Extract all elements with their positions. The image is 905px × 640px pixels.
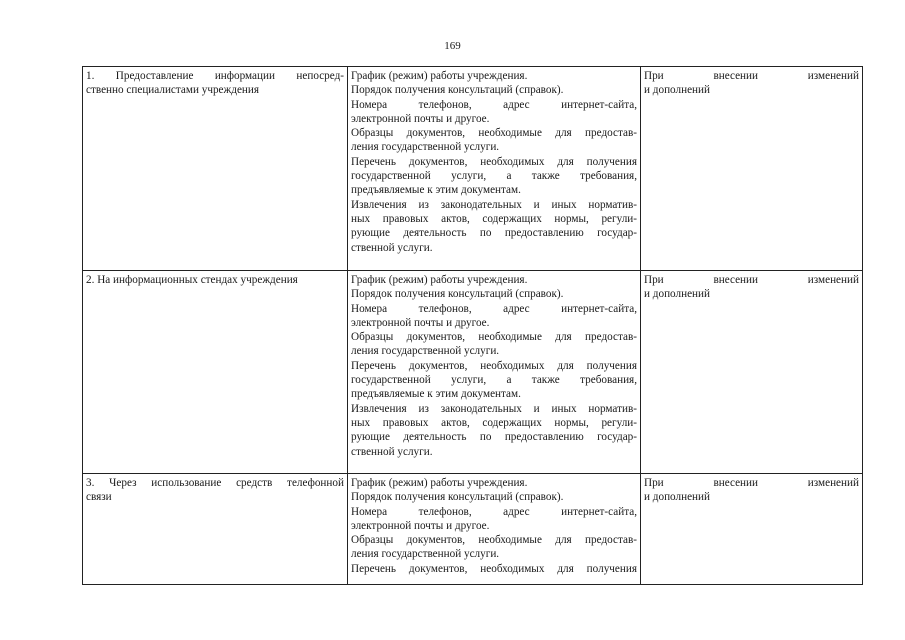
timing-line: При внесении изменений [644,70,859,82]
timing-cell [641,271,863,474]
content-line: Номера телефонов, адрес интернет-сайта, [351,98,637,111]
method-line: ственно специалистами учреждения [86,84,260,97]
content-line: электронной почты и другое. [351,112,490,125]
timing-line: При внесении изменений [644,274,859,286]
method-cell [83,271,348,474]
content-line: График (режим) работы учреждения. [351,274,528,286]
content-line: Номера телефонов, адрес интернет-сайта, [351,302,637,315]
method-line: 1. Предоставление информации непосред- [86,70,344,82]
content-line: ления государственной услуги. [351,141,500,154]
method-line: 2. На информационных стендах учреждения [86,274,298,286]
content-line: Порядок получения консультаций (справок). [351,84,564,97]
content-line: ных правовых актов, содержащих нормы, регули- [351,212,637,225]
timing-cell [641,474,863,585]
content-line: Номера телефонов, адрес интернет-сайта, [351,505,637,518]
page-number: 169 [444,40,461,52]
content-line: ления государственной услуги. [351,345,500,358]
content-cell [348,67,641,271]
timing-line: и дополнений [644,491,710,504]
content-cell [348,271,641,474]
content-line: Извлечения из законодательных и иных норматив- [351,198,637,211]
content-line: ственной услуги. [351,241,433,254]
method-line: 3. Через использование средств телефонной [86,477,344,489]
content-line: ных правовых актов, содержащих нормы, регули- [351,416,637,429]
content-line: электронной почты и другое. [351,316,490,329]
content-line: Перечень документов, необходимых для получения [351,359,637,372]
content-line: электронной почты и другое. [351,519,490,532]
table-row [83,474,863,585]
timing-line: При внесении изменений [644,477,859,489]
content-line: Образцы документов, необходимые для предостав- [351,534,637,547]
content-line: предъявляемые к этим документам. [351,184,521,197]
information-table [82,66,863,585]
timing-cell [641,67,863,271]
content-line: Перечень документов, необходимых для получения [351,562,637,575]
method-cell [83,67,348,271]
content-line: Извлечения из законодательных и иных норматив- [351,402,637,415]
content-line: График (режим) работы учреждения. [351,70,528,82]
content-line: рующие деятельность по предоставлению государ- [351,431,637,444]
content-line: государственной услуги, а также требования, [351,170,637,183]
timing-line: и дополнений [644,288,710,301]
content-line: предъявляемые к этим документам. [351,388,521,401]
content-line: ственной услуги. [351,445,433,458]
content-line: Образцы документов, необходимые для предостав- [351,331,637,344]
content-line: Порядок получения консультаций (справок). [351,288,564,301]
content-line: ления государственной услуги. [351,548,500,561]
timing-line: и дополнений [644,84,710,97]
content-line: рующие деятельность по предоставлению государ- [351,227,637,240]
content-cell [348,474,641,585]
content-line: График (режим) работы учреждения. [351,477,528,489]
content-line: Порядок получения консультаций (справок). [351,491,564,504]
table-row [83,271,863,474]
content-line: Перечень документов, необходимых для получения [351,155,637,168]
content-line: государственной услуги, а также требования, [351,374,637,387]
method-cell [83,474,348,585]
content-line: Образцы документов, необходимые для предостав- [351,127,637,140]
method-line: связи [86,491,112,504]
table-row [83,67,863,271]
